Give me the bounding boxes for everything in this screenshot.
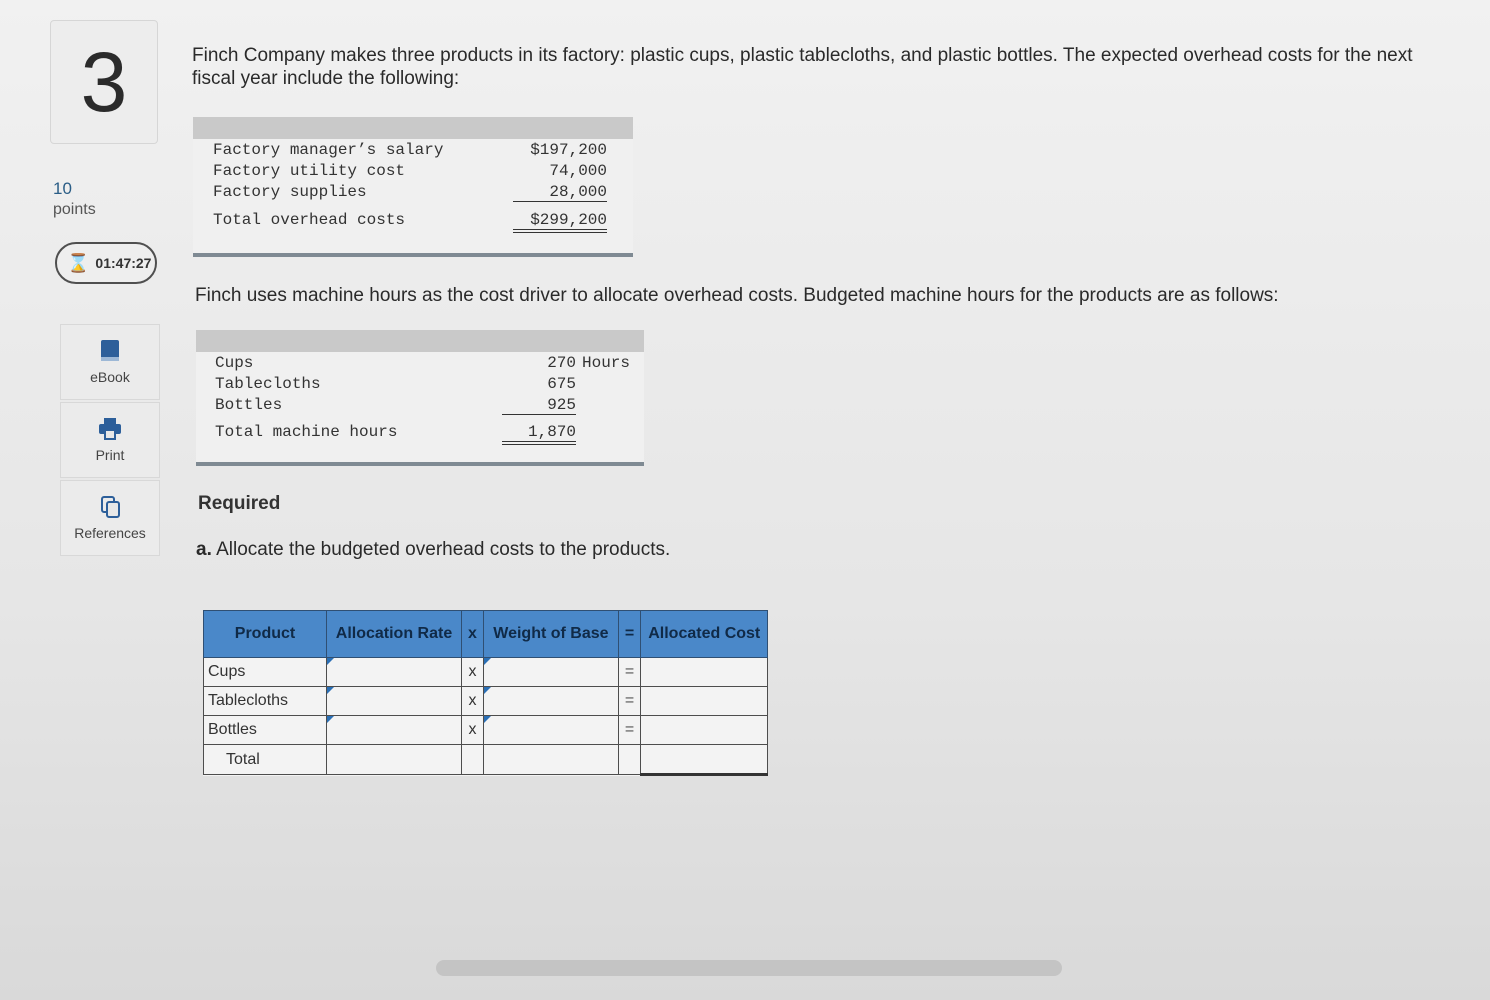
bottles-rate-cell[interactable] [327, 716, 462, 745]
cups-allocation-rate-input[interactable] [331, 659, 457, 685]
header-multiply: x [462, 611, 484, 658]
total-value: 1,870 [502, 423, 576, 445]
table-total-row [193, 211, 633, 232]
table-row [204, 658, 768, 687]
references-label: References [74, 525, 146, 541]
bottles-allocated-cost-cell[interactable] [641, 716, 768, 745]
header-equals: = [618, 611, 640, 658]
tablecloths-weight-of-base-input[interactable] [488, 688, 614, 714]
total-value: $299,200 [513, 211, 607, 233]
horizontal-scrollbar[interactable] [436, 960, 1062, 976]
ebook-label: eBook [90, 369, 130, 385]
question-number: 3 [80, 35, 128, 129]
bottles-allocated-cost-input[interactable] [645, 717, 763, 743]
hourglass-icon: ⌛ [67, 252, 90, 273]
flag-icon [484, 658, 491, 665]
table-header-bar [196, 330, 644, 352]
cups-weight-cell[interactable] [483, 658, 618, 687]
table-total-row [204, 745, 768, 775]
references-button[interactable] [60, 480, 160, 556]
bottles-allocation-rate-input[interactable] [331, 717, 457, 743]
timer[interactable] [55, 242, 157, 284]
tablecloths-allocation-rate-input[interactable] [331, 688, 457, 714]
multiply-sign: x [462, 716, 484, 745]
printer-icon [97, 417, 123, 441]
equals-sign: = [618, 658, 640, 687]
total-label: Total overhead costs [213, 211, 406, 229]
table-row [204, 716, 768, 745]
table-row [196, 375, 644, 396]
total-label: Total machine hours [215, 423, 398, 441]
cups-allocated-cost-cell[interactable] [641, 658, 768, 687]
row-value: 925 [502, 396, 576, 415]
flag-icon [484, 716, 491, 723]
row-value: 28,000 [513, 183, 607, 202]
question-intro: Finch Company makes three products in its factory: plastic cups, plastic tablecloths, and plastic bottles. The expected overhead costs for the next fiscal year include the following: [192, 45, 1413, 89]
book-icon [97, 339, 123, 363]
total-rate-cell [327, 745, 462, 775]
points-value: 10 [53, 179, 72, 198]
bottles-weight-cell[interactable] [483, 716, 618, 745]
flag-icon [327, 658, 334, 665]
row-value: 74,000 [549, 162, 607, 180]
row-value: 270 [547, 354, 576, 372]
total-op-cell [462, 745, 484, 775]
table-row [204, 687, 768, 716]
tablecloths-allocated-cost-input[interactable] [645, 688, 763, 714]
total-label: Total [204, 745, 327, 775]
header-allocated-cost: Allocated Cost [641, 611, 768, 658]
flag-icon [484, 687, 491, 694]
table-row [196, 354, 644, 375]
row-value: $197,200 [530, 141, 607, 159]
tablecloths-allocated-cost-cell[interactable] [641, 687, 768, 716]
table-row [193, 183, 633, 204]
points-label: points [53, 201, 96, 218]
part-a-text: Allocate the budgeted overhead costs to the products. [216, 539, 671, 560]
part-a-prompt [196, 539, 670, 561]
question-number-card [50, 20, 158, 144]
allocation-answer-table [203, 610, 768, 776]
machine-hours-table [196, 330, 644, 466]
overhead-costs-table [193, 117, 633, 257]
row-label: Tablecloths [215, 375, 321, 393]
multiply-sign: x [462, 687, 484, 716]
row-value: 675 [547, 375, 576, 393]
equals-sign: = [618, 687, 640, 716]
product-cell: Cups [204, 658, 327, 687]
flag-icon [327, 687, 334, 694]
total-allocated-cost-cell[interactable] [641, 745, 768, 775]
cups-allocated-cost-input[interactable] [645, 659, 763, 685]
print-label: Print [95, 447, 125, 463]
tablecloths-weight-cell[interactable] [483, 687, 618, 716]
ebook-button[interactable] [60, 324, 160, 400]
row-label: Factory manager’s salary [213, 141, 444, 159]
total-eq-cell [618, 745, 640, 775]
table-row [193, 162, 633, 183]
total-weight-cell [483, 745, 618, 775]
row-unit: Hours [582, 354, 631, 372]
table-total-row [196, 423, 644, 444]
row-label: Bottles [215, 396, 283, 414]
cups-weight-of-base-input[interactable] [488, 659, 614, 685]
row-label: Factory supplies [213, 183, 367, 201]
total-allocated-cost-input[interactable] [645, 746, 763, 772]
part-a-letter: a. [196, 539, 212, 560]
cups-rate-cell[interactable] [327, 658, 462, 687]
product-cell: Tablecloths [204, 687, 327, 716]
row-label: Cups [215, 354, 254, 372]
references-icon [97, 495, 123, 519]
table-footer-bar [196, 462, 644, 466]
table-header-bar [193, 117, 633, 139]
equals-sign: = [618, 716, 640, 745]
flag-icon [327, 716, 334, 723]
print-button[interactable] [60, 402, 160, 478]
table-row [196, 396, 644, 417]
header-product: Product [204, 611, 327, 658]
row-label: Factory utility cost [213, 162, 406, 180]
required-heading: Required [198, 493, 281, 514]
bottles-weight-of-base-input[interactable] [488, 717, 614, 743]
multiply-sign: x [462, 658, 484, 687]
product-cell: Bottles [204, 716, 327, 745]
header-allocation-rate: Allocation Rate [327, 611, 462, 658]
timer-text: 01:47:27 [95, 255, 152, 271]
header-weight-of-base: Weight of Base [483, 611, 618, 658]
tablecloths-rate-cell[interactable] [327, 687, 462, 716]
table-footer-bar [193, 253, 633, 257]
table-row [193, 141, 633, 162]
cost-driver-text: Finch uses machine hours as the cost driver to allocate overhead costs. Budgeted machine hours for the products are as follows: [195, 285, 1279, 306]
